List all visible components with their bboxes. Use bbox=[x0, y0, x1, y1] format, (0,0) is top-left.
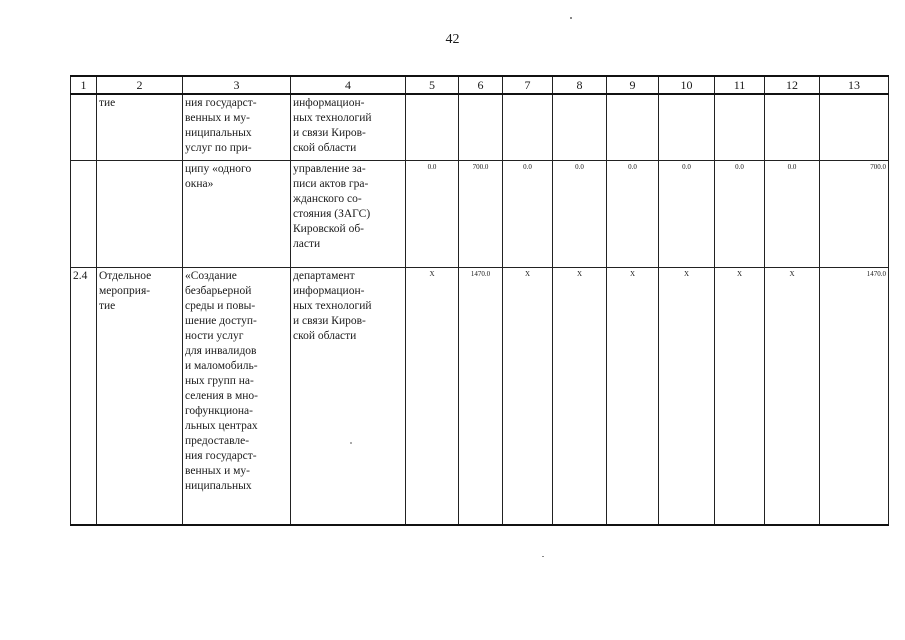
cell-line: гофункциона- bbox=[185, 405, 253, 417]
column-header: 8 bbox=[553, 76, 607, 94]
value-cell: X bbox=[715, 268, 765, 526]
cell-line: льных центрах bbox=[185, 420, 258, 432]
cell-line: управление за- bbox=[293, 163, 366, 175]
value-cell: 0.0 bbox=[607, 161, 659, 268]
cell-line: услуг по при- bbox=[185, 142, 252, 154]
cell-line: ности услуг bbox=[185, 330, 244, 342]
cell-line: информацион- bbox=[293, 97, 365, 109]
column-header: 1 bbox=[71, 76, 97, 94]
value-cell: 0.0 bbox=[553, 161, 607, 268]
value-cell bbox=[715, 94, 765, 161]
column-header: 9 bbox=[607, 76, 659, 94]
page-number: 42 bbox=[445, 32, 460, 47]
cell-line: селения в мно- bbox=[185, 390, 258, 402]
table-row bbox=[71, 161, 889, 268]
cell-line: ской области bbox=[293, 142, 357, 154]
cell-line: ниципальных bbox=[185, 480, 252, 492]
value-cell bbox=[659, 94, 715, 161]
column-header: 2 bbox=[97, 76, 183, 94]
value-cell: 0.0 bbox=[715, 161, 765, 268]
cell-line: ниципальных bbox=[185, 127, 252, 139]
value-cell bbox=[459, 94, 503, 161]
column-header: 7 bbox=[503, 76, 553, 94]
value-cell: X bbox=[553, 268, 607, 526]
row-number-cell bbox=[71, 161, 97, 268]
event-name-cell bbox=[183, 94, 291, 161]
column-header: 13 bbox=[820, 76, 889, 94]
cell-line: тие bbox=[99, 97, 116, 109]
value-cell bbox=[553, 94, 607, 161]
cell-line: стояния (ЗАГС) bbox=[293, 208, 371, 220]
scan-speck bbox=[570, 17, 572, 19]
column-header: 5 bbox=[406, 76, 459, 94]
cell-line: и связи Киров- bbox=[293, 315, 366, 327]
value-cell: X bbox=[503, 268, 553, 526]
cell-line: департамент bbox=[293, 270, 355, 282]
value-cell: X bbox=[406, 268, 459, 526]
column-header: 12 bbox=[765, 76, 820, 94]
cell-line: ния государст- bbox=[185, 450, 257, 462]
cell-line: венных и му- bbox=[185, 112, 251, 124]
value-cell: 1470.0 bbox=[820, 268, 889, 526]
value-cell: X bbox=[607, 268, 659, 526]
cell-line: «Создание bbox=[185, 270, 237, 282]
scan-speck bbox=[542, 556, 544, 557]
cell-line: шение доступ- bbox=[185, 315, 257, 327]
cell-line: Кировской об- bbox=[293, 223, 365, 235]
value-cell: X bbox=[765, 268, 820, 526]
status-cell bbox=[97, 268, 183, 526]
value-cell bbox=[820, 94, 889, 161]
cell-line: мероприя- bbox=[99, 285, 151, 297]
status-cell bbox=[97, 94, 183, 161]
value-cell: X bbox=[659, 268, 715, 526]
cell-line: безбарьерной bbox=[185, 285, 252, 297]
program-table bbox=[70, 75, 889, 526]
value-cell: 0.0 bbox=[765, 161, 820, 268]
column-header: 4 bbox=[291, 76, 406, 94]
column-header: 11 bbox=[715, 76, 765, 94]
cell-line: ных технологий bbox=[293, 300, 372, 312]
scan-speck bbox=[350, 442, 352, 444]
cell-line: предоставле- bbox=[185, 435, 250, 447]
cell-line: жданского со- bbox=[293, 193, 362, 205]
value-cell bbox=[607, 94, 659, 161]
cell-line: писи актов гра- bbox=[293, 178, 369, 190]
column-header: 3 bbox=[183, 76, 291, 94]
table-header-row bbox=[71, 76, 889, 94]
value-cell bbox=[406, 94, 459, 161]
value-cell bbox=[503, 94, 553, 161]
status-cell bbox=[97, 161, 183, 268]
executor-cell bbox=[291, 94, 406, 161]
cell-line: Отдельное bbox=[99, 270, 152, 282]
cell-line: и связи Киров- bbox=[293, 127, 366, 139]
value-cell: 700.0 bbox=[459, 161, 503, 268]
value-cell: 1470.0 bbox=[459, 268, 503, 526]
row-number-cell: 2.4 bbox=[71, 268, 97, 526]
event-name-cell bbox=[183, 161, 291, 268]
value-cell bbox=[765, 94, 820, 161]
table-row bbox=[71, 94, 889, 161]
column-header: 6 bbox=[459, 76, 503, 94]
executor-cell bbox=[291, 161, 406, 268]
executor-cell bbox=[291, 268, 406, 526]
table-row bbox=[71, 268, 889, 526]
value-cell: 0.0 bbox=[406, 161, 459, 268]
cell-line: окна» bbox=[185, 178, 214, 190]
cell-line: венных и му- bbox=[185, 465, 251, 477]
cell-line: для инвалидов bbox=[185, 345, 257, 357]
cell-line: ных технологий bbox=[293, 112, 372, 124]
cell-line: среды и повы- bbox=[185, 300, 256, 312]
cell-line: ципу «одного bbox=[185, 163, 252, 175]
cell-line: и маломобиль- bbox=[185, 360, 258, 372]
cell-line: ных групп на- bbox=[185, 375, 254, 387]
value-cell: 0.0 bbox=[503, 161, 553, 268]
value-cell: 700.0 bbox=[820, 161, 889, 268]
cell-line: ния государст- bbox=[185, 97, 257, 109]
row-number-cell bbox=[71, 94, 97, 161]
event-name-cell bbox=[183, 268, 291, 526]
cell-line: ласти bbox=[293, 238, 321, 250]
cell-line: информацион- bbox=[293, 285, 365, 297]
value-cell: 0.0 bbox=[659, 161, 715, 268]
cell-line: ской области bbox=[293, 330, 357, 342]
cell-line: тие bbox=[99, 300, 116, 312]
column-header: 10 bbox=[659, 76, 715, 94]
